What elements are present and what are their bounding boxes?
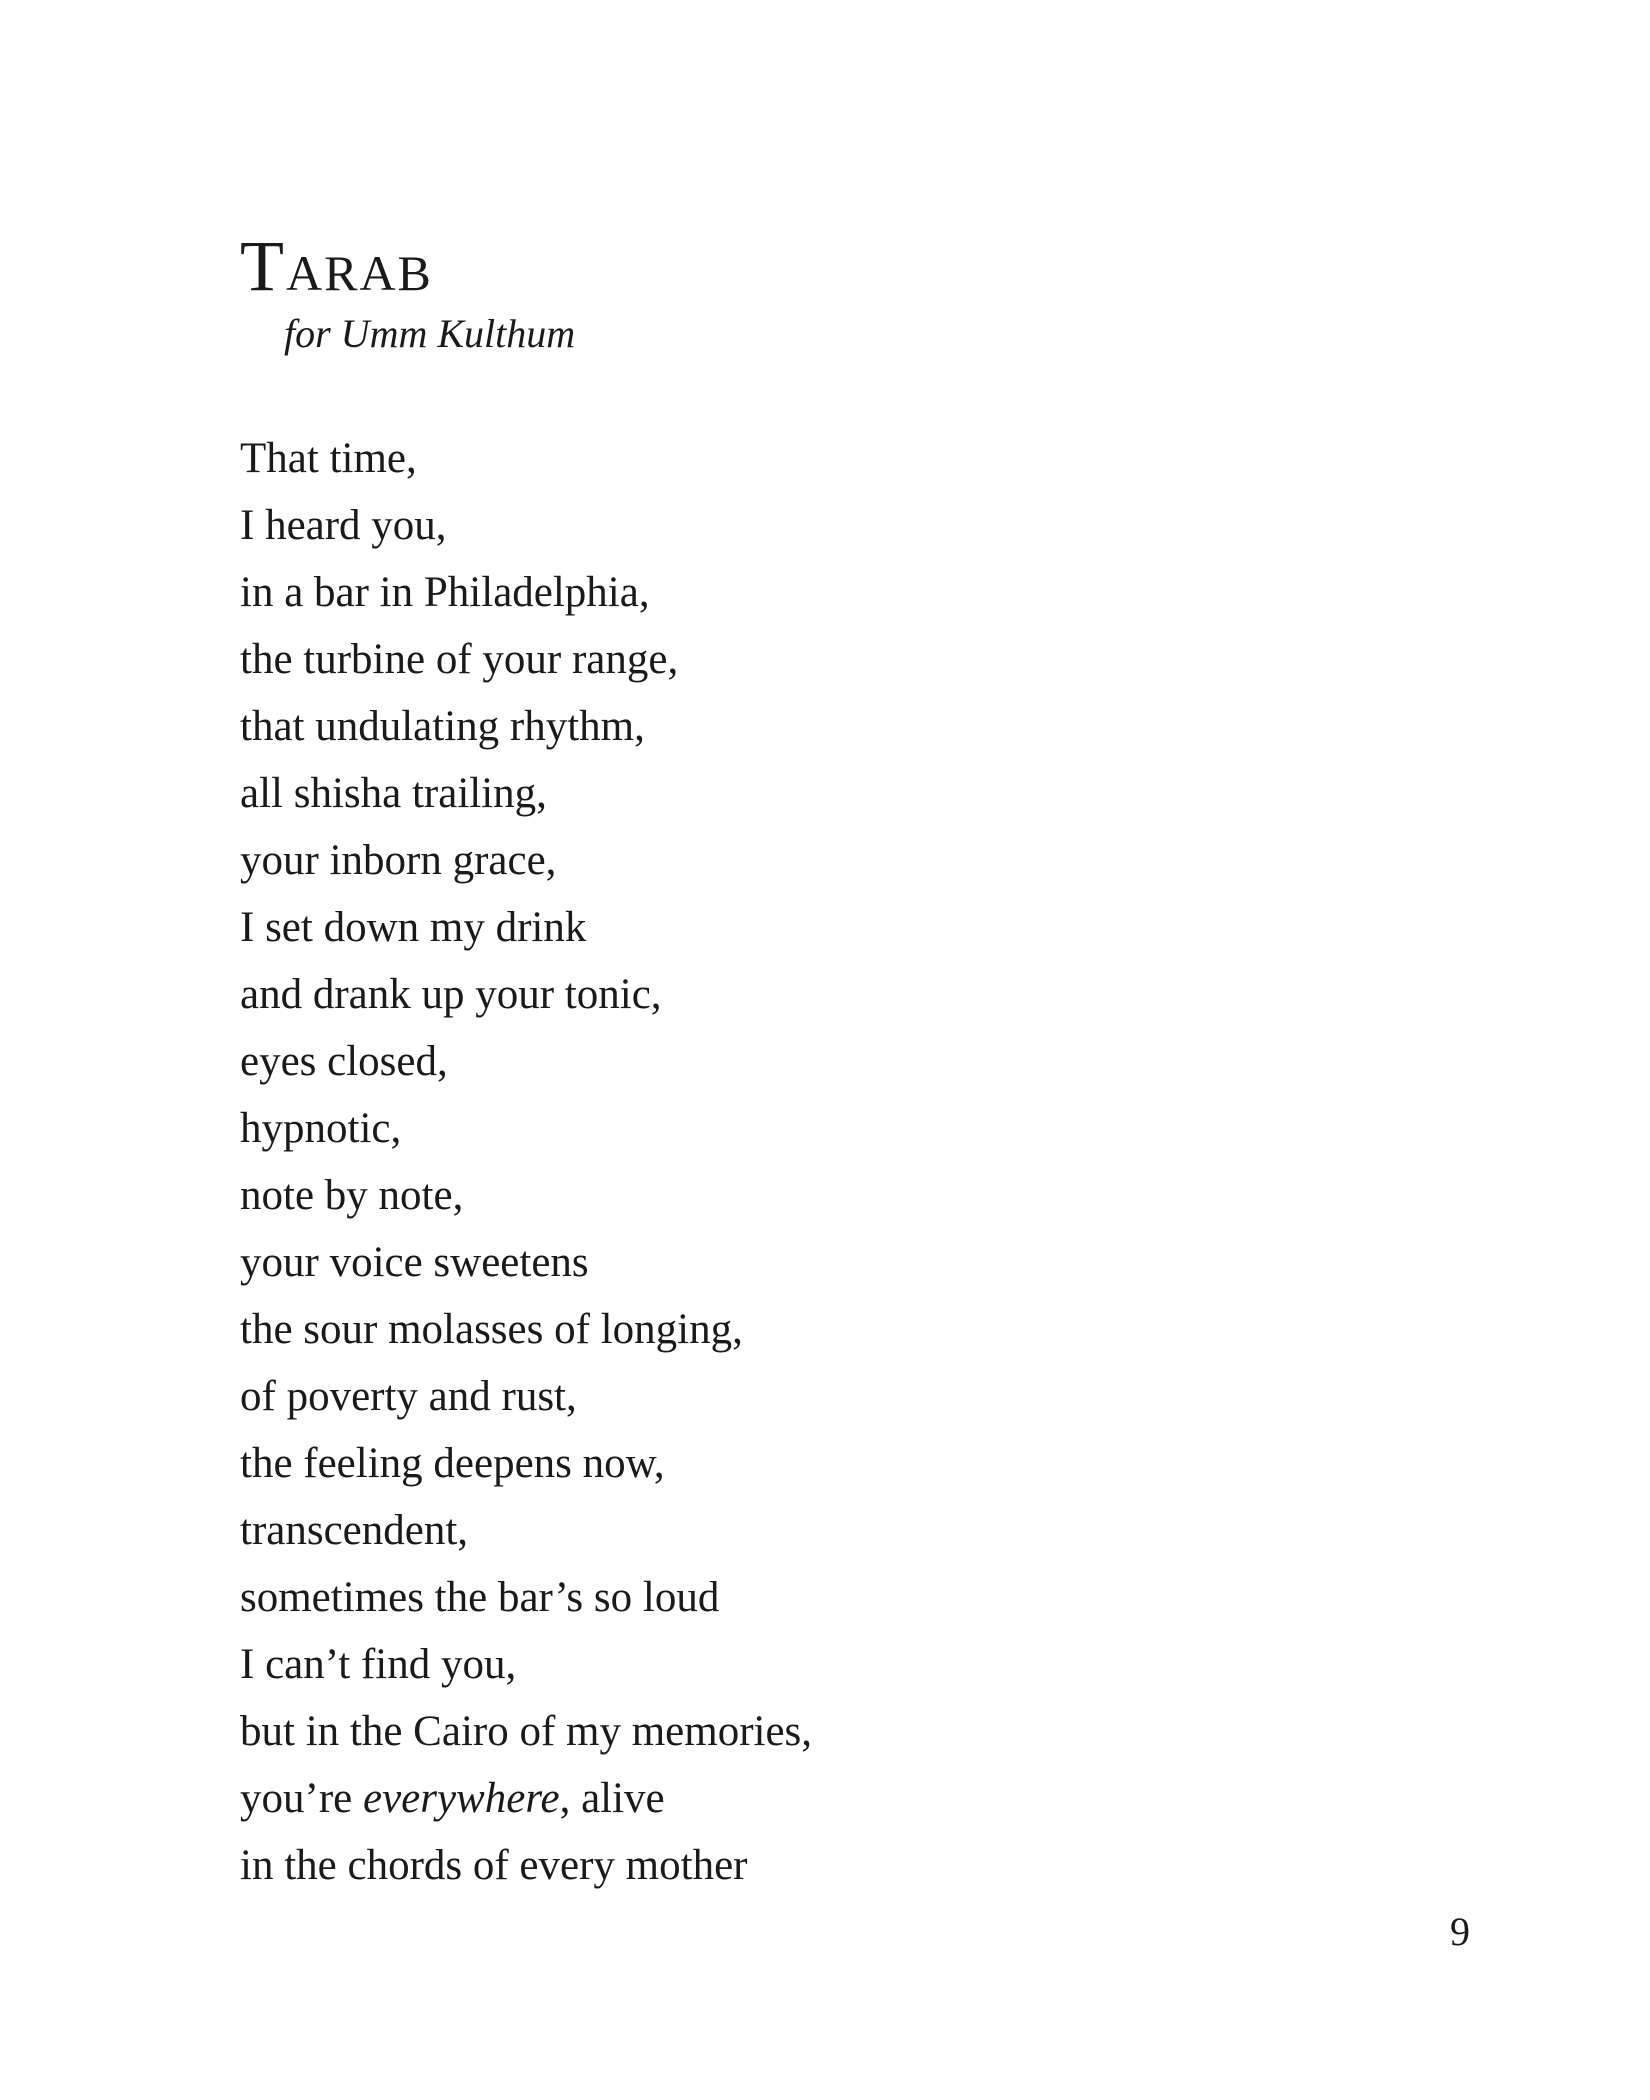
poem-dedication: for Umm Kulthum xyxy=(284,311,576,356)
poem-title: Tarab xyxy=(240,226,433,306)
poem-line: hypnotic, xyxy=(240,1105,402,1152)
poem-line: but in the Cairo of my memories, xyxy=(240,1708,813,1755)
poem-line: note by note, xyxy=(240,1172,464,1219)
poem-line-end: , alive xyxy=(559,1775,665,1822)
poem-body xyxy=(240,425,812,1899)
poem-line: the turbine of your range, xyxy=(240,636,679,683)
poem-line: eyes closed, xyxy=(240,1038,448,1085)
poem-line: and drank up your tonic, xyxy=(240,971,662,1018)
poem-line: transcendent, xyxy=(240,1507,469,1554)
poem-line: your voice sweetens xyxy=(240,1239,589,1286)
poem-line-with-emphasis xyxy=(240,1765,812,1832)
poem-line: that undulating rhythm, xyxy=(240,703,645,750)
poem-line: I heard you, xyxy=(240,502,447,549)
poem-line: sometimes the bar’s so loud xyxy=(240,1574,720,1621)
poem-line: in the chords of every mother xyxy=(240,1842,748,1889)
poem-line-start: you’re xyxy=(240,1775,363,1822)
poem-line: That time, xyxy=(240,435,417,482)
poem-line: the feeling deepens now, xyxy=(240,1440,665,1487)
page-number: 9 xyxy=(1450,1909,1470,1954)
poem-line: in a bar in Philadelphia, xyxy=(240,569,650,616)
emphasized-word: everywhere xyxy=(362,1775,560,1822)
poem-line: of poverty and rust, xyxy=(240,1373,577,1420)
poem-line: the sour molasses of longing, xyxy=(240,1306,743,1353)
poem-line: all shisha trailing, xyxy=(240,770,547,817)
poem-line: I can’t find you, xyxy=(240,1641,517,1688)
poem-line: your inborn grace, xyxy=(240,837,557,884)
poem-line: I set down my drink xyxy=(240,904,587,951)
